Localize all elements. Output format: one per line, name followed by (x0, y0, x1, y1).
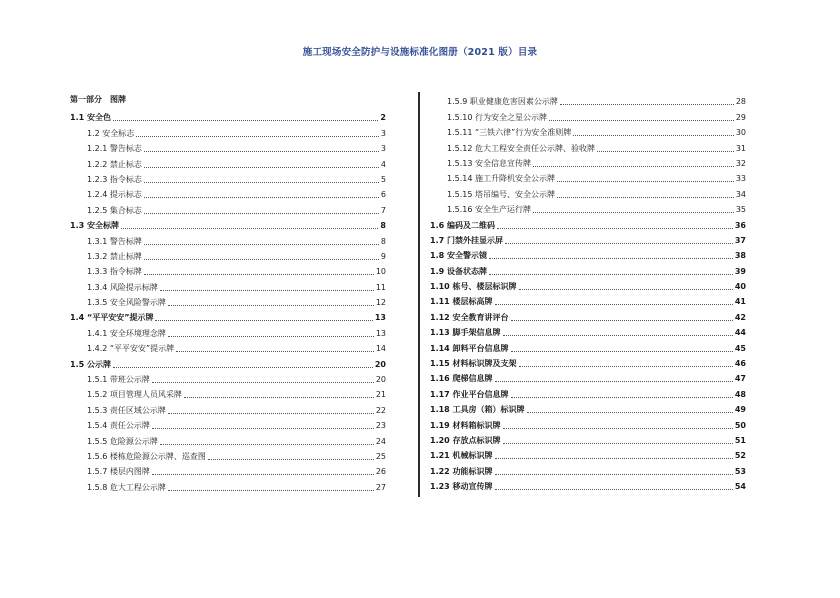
toc-dot-leader (597, 151, 734, 152)
toc-entry[interactable] (430, 354, 746, 369)
toc-dot-leader (121, 228, 378, 229)
toc-left-column (70, 86, 386, 493)
toc-entry-title: 1.22 功能标识牌 (430, 466, 493, 476)
toc-entry-title: 1.15 材料标识牌及支架 (430, 359, 517, 369)
toc-entry-title: 1.5.3 责任区域公示牌 (87, 405, 166, 415)
toc-entry-page: 24 (375, 436, 386, 446)
toc-dot-leader (495, 458, 733, 459)
toc-entry-title: 1.20 存放点标识牌 (430, 435, 501, 445)
toc-entry-title: 1.21 机械标识牌 (430, 451, 493, 461)
toc-dot-leader (168, 336, 374, 337)
toc-entry-title: 1.3 安全标牌 (70, 221, 119, 231)
toc-entry-title: 1.13 脚手架信息牌 (430, 328, 501, 338)
toc-entry-page: 30 (735, 128, 746, 138)
toc-dot-leader (557, 197, 734, 198)
toc-entry-page: 27 (375, 482, 386, 492)
toc-entry-title: 1.5.4 责任公示牌 (87, 421, 150, 431)
toc-dot-leader (113, 367, 373, 368)
toc-dot-leader (505, 243, 733, 244)
toc-entry-page: 23 (375, 421, 386, 431)
toc-entry[interactable] (430, 461, 746, 476)
toc-entry-page: 33 (735, 174, 746, 184)
toc-entry-title: 1.4.2 “平平安安”提示牌 (87, 344, 175, 354)
toc-dot-leader (208, 459, 374, 460)
toc-entry-title: 1.5.1 带班公示牌 (87, 375, 150, 385)
toc-dot-leader (511, 351, 733, 352)
part-heading: 第一部分 图牌 (70, 95, 126, 104)
toc-entry[interactable] (70, 262, 386, 277)
toc-entry[interactable] (430, 200, 746, 215)
toc-entry-title: 1.5.5 危险源公示牌 (87, 436, 158, 446)
toc-entry-title: 1.4 “平平安安”提示牌 (70, 313, 154, 323)
toc-dot-leader (184, 397, 374, 398)
toc-entry-title: 1.5.11 “三铁六律”行为安全准则牌 (447, 128, 572, 138)
toc-entry-title: 1.10 栋号、楼层标识牌 (430, 282, 517, 292)
toc-entry-page: 37 (734, 235, 746, 245)
toc-entry-page: 45 (734, 343, 746, 353)
toc-dot-leader (144, 274, 374, 275)
toc-dot-leader (549, 120, 734, 121)
toc-dot-leader (152, 474, 374, 475)
toc-entry[interactable] (70, 385, 386, 400)
toc-entry-title: 1.14 卸料平台信息牌 (430, 343, 509, 353)
toc-dot-leader (503, 443, 733, 444)
toc-entry[interactable] (430, 138, 746, 153)
toc-entry[interactable] (70, 185, 386, 200)
toc-entry[interactable] (430, 215, 746, 230)
toc-entry-page: 51 (734, 435, 746, 445)
toc-entry-page: 11 (375, 282, 386, 292)
toc-dot-leader (495, 381, 733, 382)
toc-dot-leader (144, 259, 379, 260)
toc-entry-title: 1.7 门禁外挂显示屏 (430, 235, 503, 245)
toc-entry-title: 1.3.2 禁止标牌 (87, 251, 142, 261)
toc-dot-leader (489, 258, 733, 259)
toc-entry[interactable] (70, 247, 386, 262)
toc-entry-title: 1.8 安全警示镜 (430, 251, 487, 261)
toc-entry-page: 36 (734, 220, 746, 230)
toc-entry-title: 1.5.6 楼栋危险源公示牌、巡查图 (87, 451, 206, 461)
toc-entry-page: 49 (734, 405, 746, 415)
toc-dot-leader (519, 289, 733, 290)
toc-dot-leader (176, 351, 374, 352)
toc-entry[interactable] (430, 307, 746, 322)
toc-entry-title: 1.23 移动宣传牌 (430, 482, 493, 492)
toc-entry-title: 1.1 安全色 (70, 113, 111, 123)
toc-entry-page: 4 (380, 159, 386, 169)
toc-entry-title: 1.5.16 安全生产运行牌 (447, 205, 531, 215)
toc-dot-leader (136, 136, 379, 137)
toc-entry[interactable] (430, 292, 746, 307)
toc-entry-title: 1.2.5 集合标志 (87, 205, 142, 215)
toc-dot-leader (533, 212, 734, 213)
toc-entry-title: 1.17 作业平台信息牌 (430, 389, 509, 399)
toc-dot-leader (489, 274, 733, 275)
toc-list-right (430, 92, 746, 492)
toc-entry[interactable] (430, 400, 746, 415)
toc-dot-leader (168, 305, 374, 306)
toc-entry[interactable] (70, 416, 386, 431)
toc-entry-page: 48 (734, 389, 746, 399)
toc-entry-page: 35 (735, 205, 746, 215)
toc-entry[interactable] (430, 323, 746, 338)
toc-entry[interactable] (430, 261, 746, 276)
toc-entry-page: 29 (735, 112, 746, 122)
toc-entry[interactable] (70, 431, 386, 446)
toc-entry-page: 7 (380, 205, 386, 215)
toc-dot-leader (503, 335, 733, 336)
toc-entry-title: 1.4.1 安全环境理念牌 (87, 328, 166, 338)
toc-entry-title: 1.3.4 风险提示标牌 (87, 282, 158, 292)
toc-entry-title: 1.5.7 楼层内图牌 (87, 467, 150, 477)
toc-dot-leader (168, 490, 374, 491)
toc-entry-title: 1.12 安全教育讲评台 (430, 312, 509, 322)
toc-entry-page: 41 (734, 297, 746, 307)
toc-entry-page: 14 (375, 344, 386, 354)
toc-dot-leader (557, 181, 734, 182)
toc-dot-leader (511, 320, 733, 321)
toc-entry-page: 40 (734, 282, 746, 292)
toc-entry[interactable] (70, 339, 386, 354)
toc-entry-page: 47 (734, 374, 746, 384)
toc-entry-title: 1.3.1 警告标牌 (87, 236, 142, 246)
toc-entry-page: 8 (380, 221, 386, 231)
toc-dot-leader (144, 244, 379, 245)
toc-dot-leader (503, 428, 733, 429)
toc-entry[interactable] (430, 169, 746, 184)
toc-entry-page: 3 (380, 144, 386, 154)
page-title: 施工现场安全防护与设施标准化图册（2021 版）目录 (302, 47, 538, 58)
toc-entry-page: 22 (375, 405, 386, 415)
toc-entry-title: 1.18 工具房（箱）标识牌 (430, 405, 525, 415)
toc-entry[interactable] (430, 415, 746, 430)
toc-entry-page: 28 (735, 97, 746, 107)
toc-entry[interactable] (70, 170, 386, 185)
toc-entry-page: 5 (380, 174, 386, 184)
toc-entry-title: 1.5.13 安全信息宣传牌 (447, 158, 531, 168)
toc-entry-page: 3 (380, 128, 386, 138)
toc-entry[interactable] (430, 431, 746, 446)
toc-entry[interactable] (70, 400, 386, 415)
toc-entry-title: 1.5.8 危大工程公示牌 (87, 482, 166, 492)
toc-entry-title: 1.11 楼层标高牌 (430, 297, 493, 307)
toc-entry[interactable] (70, 308, 386, 323)
toc-entry-title: 1.2.4 提示标志 (87, 190, 142, 200)
toc-entry-page: 6 (380, 190, 386, 200)
toc-entry-title: 1.5.9 职业健康危害因素公示牌 (447, 97, 558, 107)
toc-entry[interactable] (430, 246, 746, 261)
toc-dot-leader (144, 197, 379, 198)
toc-entry[interactable] (430, 231, 746, 246)
toc-entry-page: 38 (734, 251, 746, 261)
toc-entry[interactable] (430, 277, 746, 292)
column-divider (418, 92, 420, 497)
toc-entry-title: 1.5.2 项目管理人员风采牌 (87, 390, 182, 400)
toc-dot-leader (495, 474, 733, 475)
toc-entry[interactable] (430, 338, 746, 353)
toc-dot-leader (152, 428, 374, 429)
toc-entry-page: 44 (734, 328, 746, 338)
toc-entry-page: 52 (734, 451, 746, 461)
toc-dot-leader (527, 412, 733, 413)
toc-dot-leader (168, 413, 374, 414)
toc-entry[interactable] (70, 139, 386, 154)
toc-entry[interactable] (70, 216, 386, 231)
toc-entry[interactable] (70, 323, 386, 338)
toc-entry-title: 1.16 爬梯信息牌 (430, 374, 493, 384)
toc-entry-page: 42 (734, 312, 746, 322)
toc-dot-leader (497, 228, 733, 229)
toc-entry[interactable] (430, 154, 746, 169)
toc-entry-title: 1.3.3 指令标牌 (87, 267, 142, 277)
toc-entry-page: 2 (380, 113, 386, 123)
toc-entry[interactable] (430, 123, 746, 138)
toc-dot-leader (560, 104, 734, 105)
toc-entry[interactable] (70, 477, 386, 492)
toc-entry-page: 25 (375, 451, 386, 461)
toc-entry-title: 1.2.3 指令标志 (87, 174, 142, 184)
toc-entry-page: 20 (375, 375, 386, 385)
toc-entry[interactable] (70, 462, 386, 477)
toc-entry-page: 13 (375, 328, 386, 338)
toc-entry-page: 21 (375, 390, 386, 400)
toc-entry[interactable] (70, 447, 386, 462)
toc-entry-page: 26 (375, 467, 386, 477)
toc-entry[interactable] (70, 277, 386, 292)
toc-entry-title: 1.5.15 塔吊编号、安全公示牌 (447, 189, 555, 199)
toc-entry[interactable] (430, 92, 746, 107)
toc-entry[interactable] (70, 200, 386, 215)
toc-entry-title: 1.5.14 施工升降机安全公示牌 (447, 174, 555, 184)
toc-entry[interactable] (430, 384, 746, 399)
toc-entry[interactable] (70, 231, 386, 246)
toc-entry-title: 1.2.2 禁止标志 (87, 159, 142, 169)
toc-entry[interactable] (70, 154, 386, 169)
toc-entry-page: 8 (380, 236, 386, 246)
toc-entry[interactable] (70, 293, 386, 308)
toc-entry[interactable] (70, 354, 386, 369)
toc-dot-leader (533, 166, 734, 167)
toc-dot-leader (144, 167, 379, 168)
toc-entry-page: 50 (734, 420, 746, 430)
toc-entry-page: 39 (734, 266, 746, 276)
toc-entry-page: 32 (735, 158, 746, 168)
toc-dot-leader (152, 382, 374, 383)
toc-entry-page: 13 (374, 313, 386, 323)
toc-entry-title: 1.6 编码及二维码 (430, 220, 495, 230)
toc-entry[interactable] (430, 369, 746, 384)
toc-entry-page: 12 (375, 298, 386, 308)
toc-entry-page: 31 (735, 143, 746, 153)
toc-dot-leader (495, 304, 733, 305)
toc-entry[interactable] (430, 477, 746, 492)
toc-entry[interactable] (70, 108, 386, 123)
toc-entry-page: 20 (374, 359, 386, 369)
toc-entry-title: 1.5.10 行为安全之星公示牌 (447, 112, 547, 122)
toc-dot-leader (160, 444, 374, 445)
toc-dot-leader (113, 120, 378, 121)
toc-entry-page: 34 (735, 189, 746, 199)
toc-entry-page: 53 (734, 466, 746, 476)
toc-entry[interactable] (430, 446, 746, 461)
toc-entry-title: 1.2 安全标志 (87, 128, 135, 138)
toc-entry[interactable] (70, 123, 386, 138)
toc-entry-page: 54 (734, 482, 746, 492)
toc-dot-leader (144, 213, 379, 214)
toc-entry[interactable] (430, 107, 746, 122)
toc-entry-title: 1.5 公示牌 (70, 359, 111, 369)
toc-entry-title: 1.2.1 警告标志 (87, 144, 142, 154)
toc-dot-leader (495, 489, 733, 490)
toc-entry[interactable] (430, 184, 746, 199)
toc-dot-leader (144, 151, 379, 152)
toc-right-column (430, 86, 746, 492)
toc-entry-title: 1.5.12 危大工程安全责任公示牌、验收牌 (447, 143, 595, 153)
toc-dot-leader (519, 366, 733, 367)
toc-list-left (70, 108, 386, 493)
toc-dot-leader (155, 320, 372, 321)
toc-entry-title: 1.19 材料箱标识牌 (430, 420, 501, 430)
toc-dot-leader (511, 397, 733, 398)
toc-entry[interactable] (70, 370, 386, 385)
toc-entry-page: 46 (734, 359, 746, 369)
toc-dot-leader (573, 135, 734, 136)
toc-dot-leader (144, 182, 379, 183)
toc-entry-page: 9 (380, 251, 386, 261)
toc-entry-title: 1.3.5 安全风险警示牌 (87, 298, 166, 308)
toc-entry-page: 10 (375, 267, 386, 277)
toc-dot-leader (160, 290, 374, 291)
toc-entry-title: 1.9 设备状态牌 (430, 266, 487, 276)
